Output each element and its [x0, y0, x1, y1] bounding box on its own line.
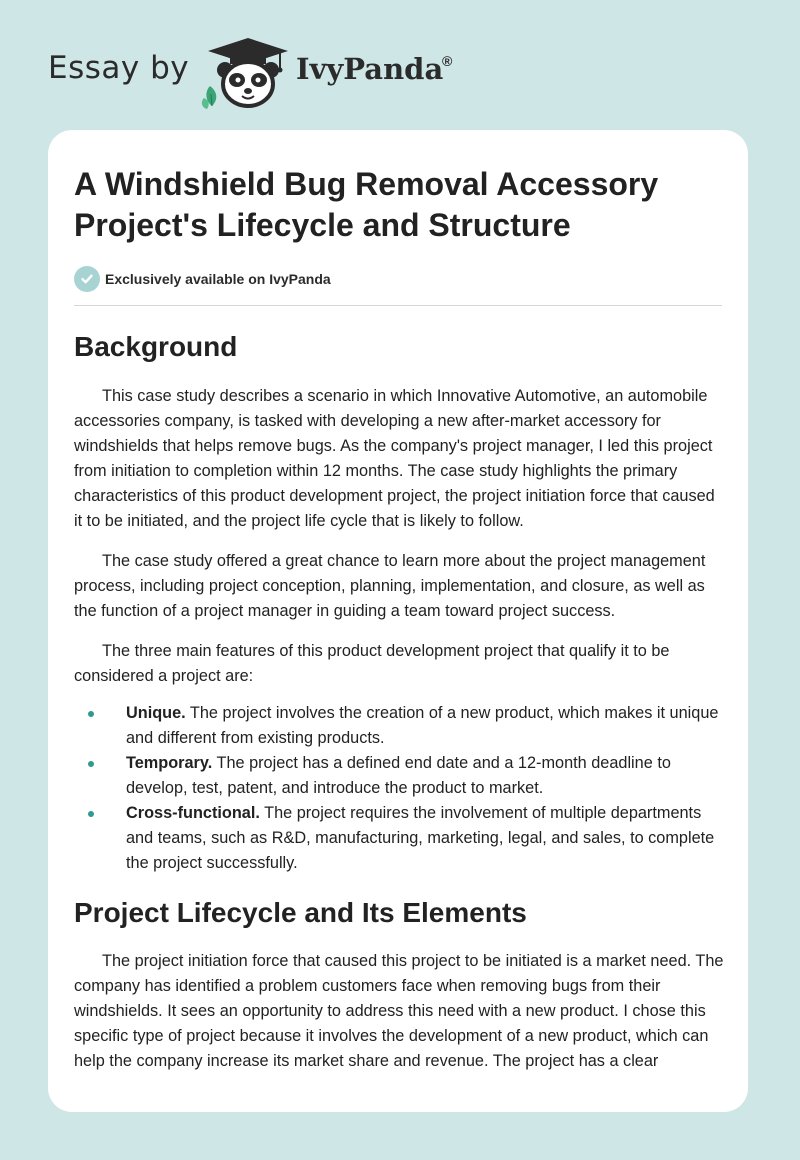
list-item-term: Temporary.: [126, 754, 213, 772]
site-header: [0, 0, 800, 120]
section-heading-background: Background: [74, 331, 238, 362]
registered-mark: ®: [442, 53, 453, 69]
divider: [74, 305, 722, 306]
bullet-icon: [88, 811, 94, 817]
section-heading-lifecycle: Project Lifecycle and Its Elements: [74, 897, 527, 928]
panda-graduate-logo-icon[interactable]: [200, 36, 296, 110]
essay-by-label: Essay by: [48, 50, 190, 86]
list-item-term: Unique.: [126, 704, 186, 722]
bullet-icon: [88, 761, 94, 767]
check-icon: [74, 266, 100, 292]
exclusive-badge: [74, 266, 724, 292]
article-content: [74, 164, 724, 1074]
list-item: [74, 701, 724, 751]
list-item-term: Cross-functional.: [126, 804, 260, 822]
paragraph: The case study offered a great chance to learn more about the project management process, including project conception, planning, implementation, and closure, as well as the function of a project manager in guiding a team toward project success.: [74, 552, 706, 620]
paragraph: The project initiation force that caused this project to be initiated is a market need. The company has identified a problem customers face when removing bugs from their windshields. It sees an opportunity to address this need with a new product. I chose this specific type of project because it involves the development of a new product, which can help the company increase its market share and revenue. The project has a clear: [74, 952, 724, 1070]
list-item-text: The project has a defined end date and a 12-month deadline to develop, test, patent, and introduce the product to market.: [126, 754, 671, 797]
paragraph: This case study describes a scenario in which Innovative Automotive, an automobile accessories company, is tasked with developing a new after-market accessory for windshields that helps remove bugs. As the company's project manager, I led this project from initiation to completion within 12 months. The case study highlights the primary characteristics of this product development project, the project initiation force that caused it to be initiated, and the project life cycle that is likely to follow.: [74, 387, 715, 530]
list-item: [74, 801, 724, 876]
article-card: [48, 130, 748, 1112]
list-item: [74, 751, 724, 801]
paragraph: The three main features of this product development project that qualify it to be considered a project are:: [74, 642, 670, 685]
list-item-text: The project involves the creation of a new product, which makes it unique and different from existing products.: [126, 704, 719, 747]
features-list: [74, 701, 724, 876]
brand-name[interactable]: IvyPanda: [296, 52, 444, 86]
list-item-text: The project requires the involvement of multiple departments and teams, such as R&D, manufacturing, marketing, legal, and sales, to complete the project successfully.: [126, 804, 715, 872]
article-title: A Windshield Bug Removal Accessory Project's Lifecycle and Structure: [74, 166, 659, 243]
exclusive-badge-text: Exclusively available on IvyPanda: [105, 271, 331, 287]
bullet-icon: [88, 711, 94, 717]
